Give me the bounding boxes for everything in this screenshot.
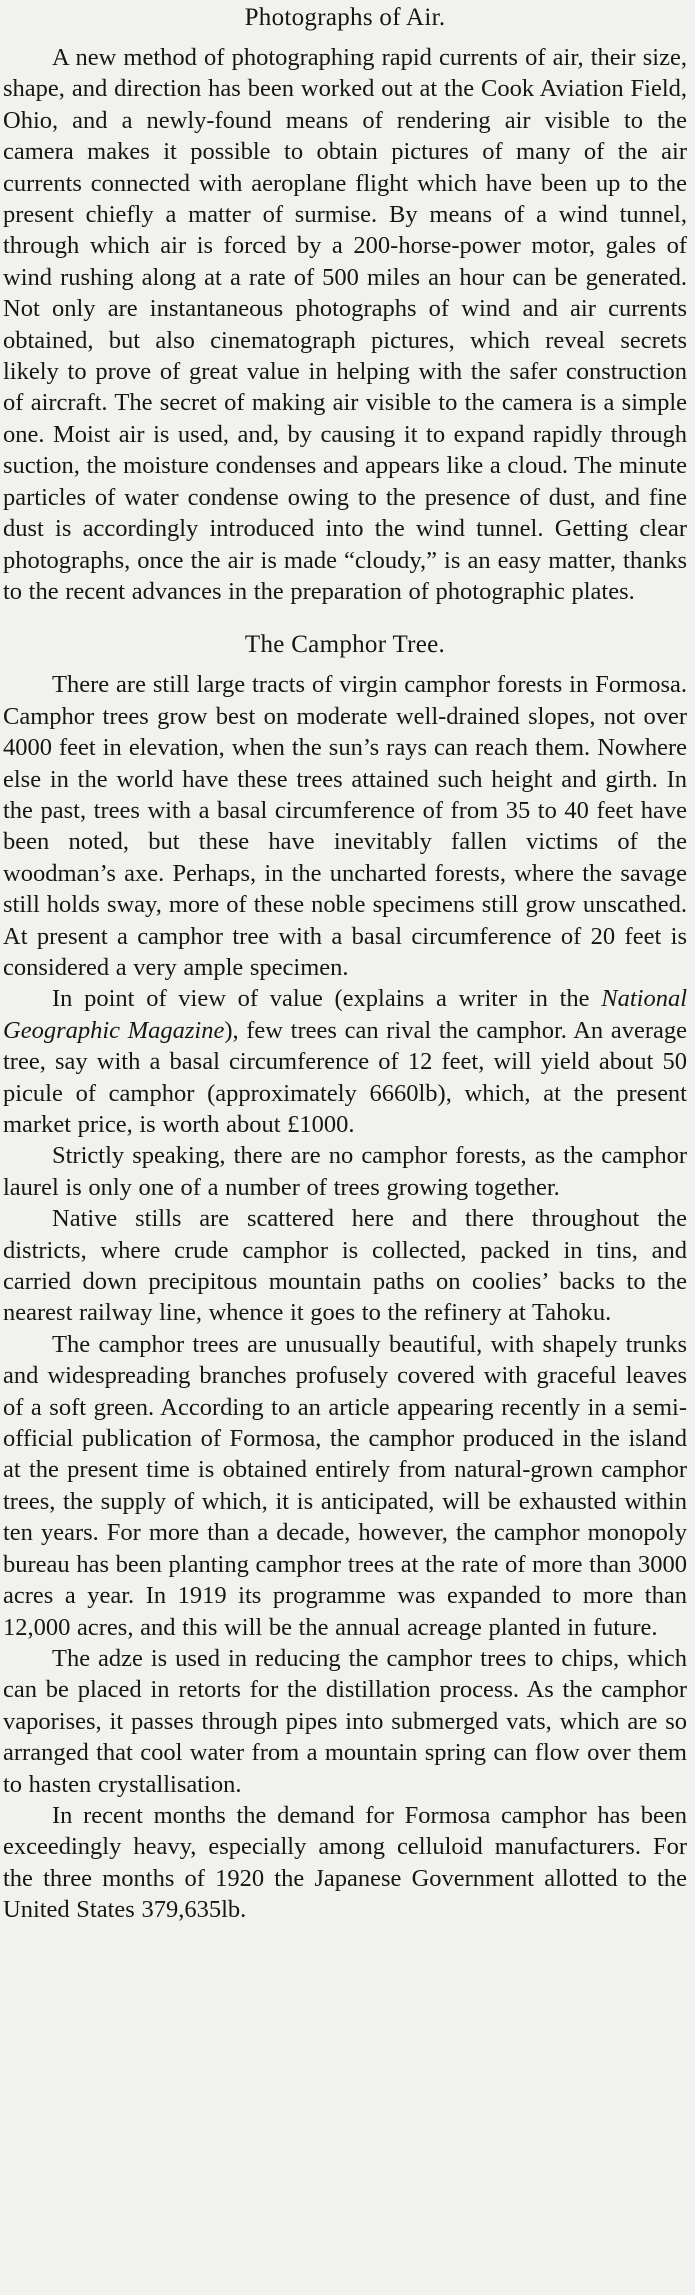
article-paragraph: In recent months the demand for Formosa camphor has been exceedingly heavy, especially among celluloid manufacturers. For the three months of 1920 the Japanese Government allotted to the United States 379,635lb. (3, 1801, 687, 1924)
article-title: Photographs of Air. (244, 4, 446, 31)
article-paragraph: There are still large tracts of virgin camphor forests in Formosa. Camphor trees grow best on moderate well-drained slopes, not over 4000 feet in elevation, when the sun’s rays can reach them. Nowhere else in the world have these trees attained such height and girth. In the past, trees with a basal circumference of from 35 to 40 feet have been noted, but these have inevitably fallen victims of the woodman’s axe. Perhaps, in the uncharted forests, where the savage still holds sway, more of these noble specimens still grow unscathed. At present a camphor tree with a basal circumference of 20 feet is considered a very ample specimen. (3, 671, 687, 981)
article-paragraph: A new method of photographing rapid currents of air, their size, shape, and direction has been worked out at the Cook Aviation Field, Ohio, and a newly-found means of rendering air visible to the camera makes it possible to obtain pictures of many of the air currents connected with aeroplane flight which have been up to the present chiefly a matter of surmise. By means of a wind tunnel, through which air is forced by a 200-horse-power motor, gales of wind rushing along at a rate of 500 miles an hour can be generated. Not only are instantaneous photographs of wind and air currents obtained, but also cinematograph pictures, which reveal secrets likely to prove of great value in helping with the safer construction of aircraft. The secret of making air visible to the camera is a simple one. Moist air is used, and, by causing it to expand rapidly through suction, the moisture condenses and appears like a cloud. The minute particles of water condense owing to the presence of dust, and fine dust is accordingly introduced into the wind tunnel. Getting clear photographs, once the air is made “cloudy,” is an easy matter, thanks to the recent advances in the preparation of photographic plates. (3, 44, 687, 605)
article-paragraph: The camphor trees are unusually beautiful, with shapely trunks and widespreading branches profusely covered with graceful leaves of a soft green. According to an article appearing recently in a semi-official publication of Formosa, the camphor produced in the island at the present time is obtained entirely from natural-grown camphor trees, the supply of which, it is anticipated, will be exhausted within ten years. For more than a decade, however, the camphor monopoly bureau has been planting camphor trees at the rate of more than 3000 acres a year. In 1919 its programme was expanded to more than 12,000 acres, and this will be the annual acreage planted in future. (3, 1330, 687, 1641)
article-paragraph: Native stills are scattered here and there throughout the districts, where crude camphor is collected, packed in tins, and carried down precipitous mountain paths on coolies’ backs to the nearest railway line, whence it goes to the refinery at Tahoku. (3, 1205, 687, 1327)
article-photographs-of-air (3, 2, 687, 607)
article-paragraph: The adze is used in reducing the camphor trees to chips, which can be placed in retorts for the distillation process. As the camphor vaporises, it passes through pipes into submerged vats, which are so arranged that cool water from a mountain spring can flow over them to hasten crystallisation. (3, 1644, 687, 1798)
paragraph-text: ), few trees can rival the camphor. An average tree, say with a basal circumference of 12 feet, will yield about 50 picule of camphor (approximately 6660lb), which, at the present market price, is worth about £1000. (3, 1016, 687, 1138)
article-paragraph: Strictly speaking, there are no camphor forests, as the camphor laurel is only one of a number of trees growing together. (3, 1142, 687, 1201)
article-title: The Camphor Tree. (244, 631, 446, 659)
article-paragraph (3, 983, 687, 1140)
paragraph-text: In point of view of value (explains a writer in the (52, 985, 602, 1013)
article-camphor-tree (3, 629, 687, 1925)
magazine-name: National Geographic Magazine (3, 985, 687, 1044)
